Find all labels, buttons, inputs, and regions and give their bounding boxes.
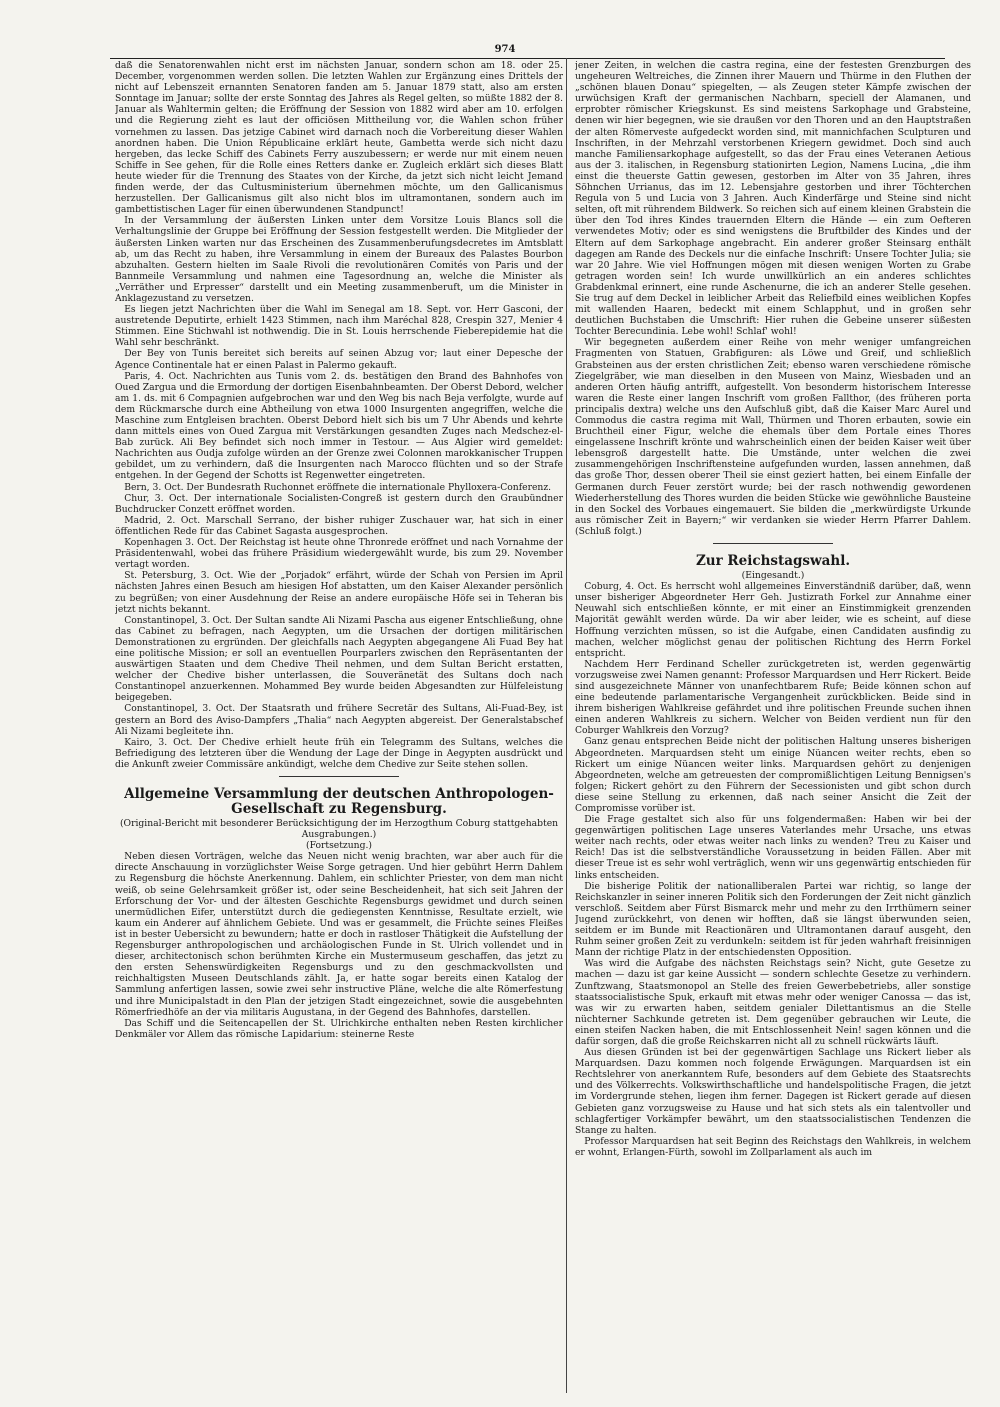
paragraph: Das Schiff und die Seitencapellen der St. Ulrichkirche enthalten neben Resten kirchlicher Denkmäler vor Allem das römische Lapidarium: steinerne Reste xyxy=(115,1017,563,1040)
newspaper-page xyxy=(40,0,970,1407)
paragraph: Kairo, 3. Oct. Der Chedive erhielt heute früh ein Telegramm des Sultans, welches die Befriedigung des letzteren über die Wendung der Lage der Dinge in Aegypten ausdrückt und die Ankunft zweier Commissäre ankündigt, welche dem Chedive zur Seite stehen sollen. xyxy=(115,736,563,770)
paragraph: Professor Marquardsen hat seit Beginn des Reichstags den Wahlkreis, in welchem er wohnt, Erlangen-Fürth, sowohl im Zollparlament als auch im xyxy=(575,1135,971,1158)
section-separator xyxy=(279,776,399,777)
paragraph: Neben diesen Vorträgen, welche das Neuen nicht wenig brachten, war aber auch für die directe Anschauung in vorzüglichster Weise Sorge getragen. Und hier gebührt Herrn Dahlem zu Regensburg die höchste Anerkennung. Dahlem, ein schlichter Priester, von dem man nicht weiß, ob seine Gelehrsamkeit größer ist, oder seine Bescheidenheit, hat sich seit Jahren der Erforschung der Vor- und der ältesten Geschichte Regensburgs gewidmet und durch seinen unermüdlichen Eifer, unterstützt durch die gediegensten Kenntnisse, Resultate erzielt, wie kaum ein Anderer auf ähnlichem Gebiete. Und was er gesammelt, die Früchte seines Fleißes ist in bester Uebersicht zu bewundern; hatte er doch in rastloser Thätigkeit die Aufstellung der Regensburger anthropologischen und archäologischen Funde in St. Ulrich vollendet und in dieser, architectonisch schon berühmten Kirche ein Mustermuseum geschaffen, das jetzt zu den ersten Sehenswürdigkeiten Regensburgs und zu den geschmackvollsten und reichhaltigsten Museen Deutschlands zählt. Ja, er hatte sogar bereits einen Katalog der Sammlung anfertigen lassen, sowie zwei sehr instructive Pläne, welche die alte Römerfestung und ihre Municipalstadt in den Plan der jetzigen Stadt eingezeichnet, sowie die ausgebehnten Römerfriedhöfe an der via militaris Augustana, in der Gegend des Bahnhofes, darstellen. xyxy=(115,851,563,1018)
paragraph: Die Frage gestaltet sich also für uns folgendermaßen: Haben wir bei der gegenwärtigen politischen Lage unseres Vaterlandes mehr Ursache, uns etwas weiter nach rechts, oder etwas weiter nach links zu wenden? Treu zu Kaiser und Reich! Das ist die selbstverständliche Voraussetzung in beiden Fällen. Aber mit dieser Treue ist es sehr wohl verträglich, wenn wir uns gegenwärtig entschieden für links entscheiden. xyxy=(575,814,971,881)
article-continuation: (Fortsetzung.) xyxy=(306,840,372,852)
paragraph: Die bisherige Politik der nationalliberalen Partei war richtig, so lange der Reichskanzler in seiner inneren Politik sich den Forderungen der Zeit nicht gänzlich verschloß. Seitdem aber Fürst Bismarck mehr und mehr zu den Irrthümern seiner Jugend zurückkehrt, von denen wir hofften, daß sie längst überwunden seien, seitdem er im Bunde mit Reactionären und Ultramontanen darauf ausgeht, den Ruhm seiner großen Zeit zu verdunkeln: seitdem ist für jeden wahrhaft freisinnigen Mann der richtige Platz in der entschiedensten Opposition. xyxy=(575,880,971,959)
paragraph: Constantinopel, 3. Oct. Der Sultan sandte Ali Nizami Pascha aus eigener Entschließung, ohne das Cabinet zu befragen, nach Aegypten, um die Ursachen der dortigen militärischen Demonstrationen zu ergründen. Der gleichfalls nach Aegypten abgegangene Ali Fuad Bey hat eine politische Mission; er soll an eventuellen Pourparlers zwischen den Repräsentanten der auswärtigen Staaten und dem Chedive Theil nehmen, und dem Sultan Bericht erstatten, welcher der Chedive bisher unterlassen, die Souveränetät des Sultans doch nach Constantinopel anzuerkennen. Mohammed Bey wurde beiden Abgesandten zur Hülfeleistung beigegeben. xyxy=(115,614,563,704)
paragraph: daß die Senatorenwahlen nicht erst im nächsten Januar, sondern schon am 18. oder 25. December, vorgenommen werden sollen. Die letzten Wahlen zur Ergänzung eines Drittels der nicht auf Lebenszeit ernannten Senatoren fanden am 5. Januar 1879 statt, also am ersten Sonntage im Januar; sollte der erste Sonntag des Jahres als Regel gelten, so müßte 1882 der 8. Januar als Wahltermin gelten; die Eröffnung der Session von 1882 wird aber am 10. erfolgen und die Regierung zieht es laut der officiösen Mittheilung vor, die Wahlen schon früher vornehmen zu lassen. Das jetzige Cabinet wird darnach noch die Vorbereitung dieser Wahlen anordnen haben. Die Union Républicaine erklärt heute, Gambetta werde sich nicht dazu hergeben, das lecke Schiff des Cabinets Ferry auszubessern; er werde nur mit einem neuen Schiffe in See gehen, für die Rolle eines Retters danke er. Zugleich erklärt sich dieses Blatt heute wieder für die Trennung des Staates von der Kirche, da jetzt sich nicht leicht Jemand finden werde, der das Cultusministerium übernehmen möchte, um den Gallicanismus herzustellen. Der Gallicanismus gilt also nicht blos im ultramontanen, sondern auch im gambettistischen Lager für einen überwundenen Standpunct! xyxy=(115,60,563,216)
article-subtitle: (Eingesandt.) xyxy=(741,570,805,582)
paragraph: In der Versammlung der äußersten Linken unter dem Vorsitze Louis Blancs soll die Verhaltungslinie der Gruppe bei Eröffnung der Session festgestellt werden. Die Mitglieder der äußersten Linken warten nur das Erscheinen des Zusammenberufungsdecretes im Amtsblatt ab, um das Recht zu haben, ihre Versammlung in einem der Bureaux des Palastes Bourbon abzuhalten. Gestern hielten im Saale Rivoli die revolutionären Comités von Paris und der Bannmeile Versammlung und nahmen eine Tagesordnung an, welche die Minister als „Verräther und Erpresser“ darstellt und ein Meeting zusammenberuft, um die Minister in Anklagezustand zu versetzen. xyxy=(115,215,563,304)
paragraph: Wir begegneten außerdem einer Reihe von mehr weniger umfangreichen Fragmenten von Statuen, Grabfiguren: als Löwe und Greif, und schließlich Grabsteinen aus der ersten christlichen Zeit; ebenso waren verschiedene römische Ziegelgräber, wie man dieselben in den Museen von Mainz, Wiesbaden und an anderen Orten häufig antrifft, aufgestellt. Von besonderm historischem Interesse waren die Reste einer langen Inschrift vom großen Fallthor, (des früheren porta principalis dextra) welche uns den Aufschluß gibt, daß die Kaiser Marc Aurel und Commodus die castra regima mit Wall, Thürmen und Thoren erbauten, sowie ein Bruchtheil einer Figur, welche die ehemals über dem Portale eines Thores eingelassene Inschrift krönte und wahrscheinlich einen der beiden Kaiser weit über lebensgroß dargestellt hatte. Die Umstände, unter welchen die zwei zusammengehörigen Inschriftensteine aufgefunden wurden, lassen annehmen, daß das große Thor, dessen oberer Theil sie einst geziert hatten, bei einem Einfalle der Germanen durch Feuer zerstört wurde; bei der rasch nothwendig gewordenen Wiederherstellung des Thores wurden die beiden Stücke wie gewöhnliche Bausteine in den Sockel des Vorbaues eingemauert. Sie bilden die „merkwürdigste Urkunde aus römischer Zeit in Bayern;“ wir verdanken sie wieder Herrn Pfarrer Dahlem. (Schluß folgt.) xyxy=(575,337,971,537)
paragraph: Was wird die Aufgabe des nächsten Reichstags sein? Nicht, gute Gesetze zu machen — dazu ist gar keine Aussicht — sondern schlechte Gesetze zu verhindern. Zunftzwang, Staatsmonopol an Stelle des freien Gewerbebetriebs, aller sonstige staatssocialistische Spuk, erkauft mit etwas mehr oder weniger Canossa — das ist, was wir zu erwarten haben, seitdem genialer Dilettantismus an die Stelle nüchterner Sachkunde getreten ist. Dem gegenüber gebrauchen wir Leute, die einen steifen Nacken haben, die mit Entschlossenheit Nein! sagen können und die dafür sorgen, daß die große Reichskarren nicht all zu schnell rückwärts läuft. xyxy=(575,958,971,1047)
paragraph: Constantinopel, 3. Oct. Der Staatsrath und frühere Secretär des Sultans, Ali-Fuad-Bey, ist gestern an Bord des Aviso-Dampfers „Thalia“ nach Aegypten abgereist. Der Generalstabschef Ali Nizami begleitete ihn. xyxy=(115,703,563,737)
paragraph: Chur, 3. Oct. Der internationale Socialisten-Congreß ist gestern durch den Graubündner Buchdrucker Conzett eröffnet worden. xyxy=(115,492,563,515)
paragraph: jener Zeiten, in welchen die castra regina, eine der festesten Grenzburgen des ungeheuren Weltreiches, die Zinnen ihrer Mauern und Thürme in den Fluthen der „schönen blauen Donau“ spiegelten, — als Zeugen steter Kämpfe zwischen der urwüchsigen Kraft der germanischen Nachbarn, speciell der Alamanen, und erprobter römischer Kriegskunst. Es sind meistens Sarkophage und Grabsteine, denen wir hier begegnen, wie sie draußen vor den Thoren und an den Hauptstraßen der alten Römerveste aufgedeckt worden sind, mit mannichfachen Sculpturen und Inschriften, in der Mehrzahl verstorbenen Kriegern gewidmet. Doch sind auch manche Familiensarkophage aufgestellt, so das der Frau eines Veteranen Aetious aus der 3. italischen, in Regensburg stationirten Legion, Namens Lucina, „die ihm einst die theuerste Gattin gewesen, gestorben im Alter von 35 Jahren, ihres Söhnchen Urrianus, das im 12. Lebensjahre gestorben und ihrer Töchterchen Regula von 5 und Lucia von 3 Jahren. Auch Kinderfärge und Steine sind nicht selten, oft mit rührendem Bildwerk. So reichen sich auf einem kleinen Grabstein die über den Tod ihres Kindes trauernden Eltern die Hände — ein zum Oefteren verwendetes Motiv; oder es sind wenigstens die Bruftbilder des Kindes und der Eltern auf dem Sarkophage angebracht. Ein anderer großer Steinsarg enthält dagegen am Rande des Deckels nur die einfache Inschrift: Unsere Tochter Julia; sie war 20 Jahre. Wie viel Hoffnungen mögen mit diesen wenigen Worten zu Grabe getragen worden sein! Ich wurde unwillkürlich an ein anderes schlichtes Grabdenkmal erinnert, eine runde Aschenurne, die ich an anderer Stelle gesehen. Sie trug auf dem Deckel in leiblicher Arbeit das Reliefbild eines weiblichen Kopfes mit wallenden Haaren, bedeckt mit einem Schlapphut, und in großen sehr deutlichen Buchstaben die Umschrift: Hier ruhen die Gebeine unserer süßesten Tochter Berecundinia. Lebe wohl! Schlaf' wohl! xyxy=(575,60,971,338)
article-title: Allgemeine Versammlung der deutschen Anthropologen-Gesellschaft zu Regensburg. xyxy=(124,786,554,817)
paragraph: Ganz genau entsprechen Beide nicht der politischen Haltung unseres bisherigen Abgeordneten. Marquardsen steht um einige Nüancen weiter rechts, eben so Rickert um einige Nüancen weiter links. Marquardsen gehört zu denjenigen Abgeordneten, welche am getreuesten der compromißlichtigen Leitung Bennigsen's folgen; Rickert gehört zu den Führern der Secessionisten und gibt schon durch diese seine Stellung zu erkennen, daß nach seiner Ansicht die Zeit der Compromisse vorüber ist. xyxy=(575,736,971,814)
right-column xyxy=(575,60,971,1390)
paragraph: Der Bey von Tunis bereitet sich bereits auf seinen Abzug vor; laut einer Depesche der Agence Continentale hat er einen Palast in Palermo gekauft. xyxy=(115,348,563,371)
left-column xyxy=(115,60,563,1390)
paragraph: Nachdem Herr Ferdinand Scheller zurückgetreten ist, werden gegenwärtig vorzugsweise zwei Namen genannt: Professor Marquardsen und Herr Rickert. Beide sind ausgezeichnete Männer von unanfechtbarem Rufe; Beide können schon auf eine bedeutende parlamentarische Vergangenheit zurückblicken. Beide sind in ihrem bisherigen Wahlkreise gefährdet und ihre politischen Freunde suchen ihnen einen anderen Wahlkreis zu sichern. Welcher von Beiden verdient nun für den Coburger Wahlkreis den Vorzug? xyxy=(575,658,971,737)
column-divider xyxy=(566,58,567,1393)
paragraph: Bern, 3. Oct. Der Bundesrath Ruchonnet eröffnete die internationale Phylloxera-Conferenz. xyxy=(124,481,552,493)
paragraph: Es liegen jetzt Nachrichten über die Wahl im Senegal am 18. Sept. vor. Herr Gasconi, der austretende Deputirte, erhielt 1423 Stimmen, nach ihm Maréchal 828, Crespin 327, Menier 4 Stimmen. Eine Stichwahl ist nothwendig. Die in St. Louis herrschende Fieberepidemie hat die Wahl sehr beschränkt. xyxy=(115,304,563,349)
paragraph: Coburg, 4. Oct. Es herrscht wohl allgemeines Einverständniß darüber, daß, wenn unser bisheriger Abgeordneter Herr Geh. Justizrath Forkel zur Annahme einer Neuwahl sich entschließen könnte, er mit einer an Einstimmigkeit grenzenden Majorität gewählt werden würde. Da wir aber leider, wie es scheint, auf diese Hoffnung verzichten müssen, so ist die Aufgabe, einen Candidaten ausfindig zu machen, welcher möglichst genau der politischen Richtung des Herrn Forkel entspricht. xyxy=(575,581,971,659)
paragraph: Paris, 4. Oct. Nachrichten aus Tunis vom 2. ds. bestätigen den Brand des Bahnhofes von Oued Zargua und die Ermordung der dortigen Eisenbahnbeamten. Der Oberst Debord, welcher am 1. ds. mit 6 Compagnien aufgebrochen war und den Weg bis nach Beja verfolgte, wurde auf dem Rückmarsche durch eine Abtheilung von etwa 1000 Insurgenten angegriffen, welche die Maschine zum Entgleisen brachten. Oberst Debord hielt sich bis um 7 Uhr Abends und kehrte dann mittels eines von Oued Zargua mit Verstärkungen gesandten Zuges nach Medschez-el-Bab zurück. Ali Bey befindet sich noch immer in Testour. — Aus Algier wird gemeldet: Nachrichten aus Oudja zufolge würden an der Grenze zwei Colonnen marokkanischer Truppen gebildet, um zu verhindern, daß die Insurgenten nach Marocco flüchten und so der Strafe entgehen. In der Gegend der Schotts ist Regenwetter eingetreten. xyxy=(115,370,563,482)
paragraph: Kopenhagen 3. Oct. Der Reichstag ist heute ohne Thronrede eröffnet und nach Vornahme der Präsidentenwahl, wobei das frühere Präsidium wiedergewählt wurde, bis zum 29. November vertagt worden. xyxy=(115,537,563,571)
header-rule xyxy=(110,58,945,59)
page-number: 974 xyxy=(494,44,516,55)
paragraph: Aus diesen Gründen ist bei der gegenwärtigen Sachlage uns Rickert lieber als Marquardsen. Dazu kommen noch folgende Erwägungen. Marquardsen ist ein Rechtslehrer von anerkanntem Rufe, besonders auf dem Gebiete des Staatsrechts und des Völkerrechts. Volkswirthschaftliche und handelspolitische Fragen, die jetzt im Vordergrunde stehen, liegen ihm ferner. Dagegen ist Rickert gerade auf diesen Gebieten ganz vorzugsweise zu Hause und hat sich stets als ein talentvoller und schlagfertiger Vorkämpfer bewährt, um den staatssocialistischen Tendenzen die Stange zu halten. xyxy=(575,1047,971,1136)
section-separator xyxy=(713,543,833,544)
article-title: Zur Reichstagswahl. xyxy=(695,553,851,570)
paragraph: Madrid, 2. Oct. Marschall Serrano, der bisher ruhiger Zuschauer war, hat sich in einer öffentlichen Rede für das Cabinet Sagasta ausgesprochen. xyxy=(115,514,563,537)
article-subtitle: (Original-Bericht mit besonderer Berücksichtigung der im Herzogthum Coburg stattgehabten Ausgrabungen.) xyxy=(119,818,559,841)
paragraph: St. Petersburg, 3. Oct. Wie der „Porjadok“ erfährt, würde der Schah von Persien im April nächsten Jahres einen Besuch am hiesigen Hof abstatten, um den Kaiser Alexander persönlich zu begrüßen; von einer Ausdehnung der Reise an andere europäische Höfe sei in Teheran bis jetzt nichts bekannt. xyxy=(115,570,563,615)
